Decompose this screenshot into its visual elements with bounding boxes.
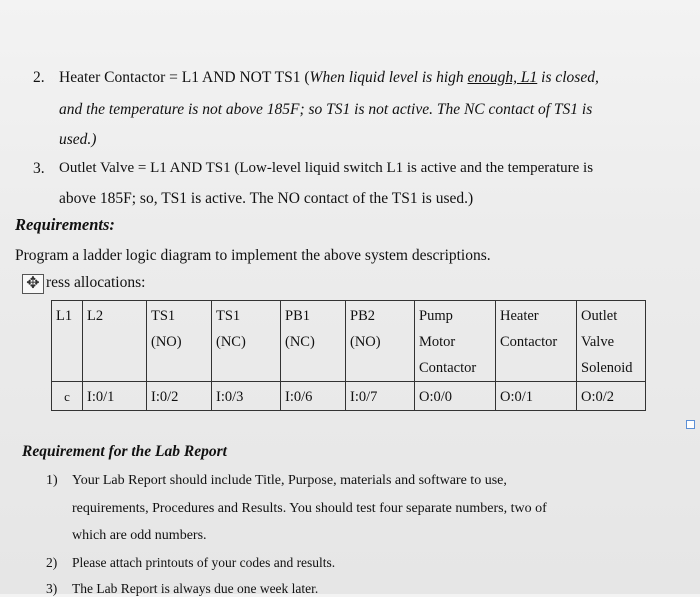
address-allocation-table: [51, 300, 646, 411]
header-cell-pb1: PB1 (NC): [281, 301, 346, 382]
address-cell: I:0/6: [281, 382, 346, 411]
item2-line1-italic: When liquid level is high: [309, 69, 468, 86]
requirements-heading: Requirements:: [15, 215, 115, 234]
table-address-row: [52, 382, 646, 411]
item2-line3: used.): [59, 131, 97, 148]
item3-line2: above 185F; so, TS1 is active. The NO contact of the TS1 is used.): [59, 190, 474, 207]
lab-item2-number: 2): [46, 555, 58, 570]
header-cell-l1: L1: [52, 301, 83, 382]
item3-line1: Outlet Valve = L1 AND TS1 (Low-level liquid switch L1 is active and the temperature is: [59, 160, 594, 176]
address-cell: I:0/3: [212, 382, 281, 411]
header-cell-heater: Heater Contactor: [496, 301, 577, 382]
item2-number: 2.: [33, 69, 45, 86]
address-cell: I:0/1: [83, 382, 147, 411]
address-cell: O:0/0: [415, 382, 496, 411]
resize-handle-icon[interactable]: [686, 420, 695, 429]
lab-item1-line1: Your Lab Report should include Title, Purpose, materials and software to use,: [72, 473, 507, 488]
item2-line1-plain: Heater Contactor = L1 AND NOT TS1 (: [59, 69, 310, 86]
program-instruction: Program a ladder logic diagram to implement the above system descriptions.: [15, 247, 491, 264]
lab-item2-line1: Please attach printouts of your codes and results.: [72, 555, 336, 570]
address-cell: O:0/1: [496, 382, 577, 411]
lab-item1-line3: which are odd numbers.: [72, 528, 207, 543]
item3-number: 3.: [33, 160, 45, 177]
address-cell: O:0/2: [577, 382, 646, 411]
header-cell-ts1-nc: TS1 (NC): [212, 301, 281, 382]
item2-line1: [59, 69, 599, 87]
header-cell-l2: L2: [83, 301, 147, 382]
address-cell: c: [52, 382, 83, 411]
header-cell-pump: Pump Motor Contactor: [415, 301, 496, 382]
header-cell-outlet: Outlet Valve Solenoid: [577, 301, 646, 382]
item2-line2: and the temperature is not above 185F; so TS1 is not active. The NC contact of TS1 is: [59, 101, 593, 118]
header-cell-ts1-no: TS1 (NO): [147, 301, 212, 382]
address-cell: I:0/7: [346, 382, 415, 411]
table-header-row: [52, 301, 646, 382]
lab-item1-number: 1): [46, 473, 58, 488]
item2-line1-underlined: enough, L1: [467, 69, 538, 86]
lab-report-heading: Requirement for the Lab Report: [22, 443, 227, 460]
address-cell: I:0/2: [147, 382, 212, 411]
header-cell-pb2: PB2 (NO): [346, 301, 415, 382]
item2-line1-tail: is closed,: [537, 69, 599, 86]
lab-item3-line1: The Lab Report is always due one week later.: [72, 581, 319, 596]
lab-item3-number: 3): [46, 581, 58, 596]
move-cursor-icon[interactable]: ✥: [22, 274, 44, 294]
lab-item1-line2: requirements, Procedures and Results. You should test four separate numbers, two of: [72, 501, 547, 516]
address-allocations-label: ress allocations:: [46, 274, 146, 291]
